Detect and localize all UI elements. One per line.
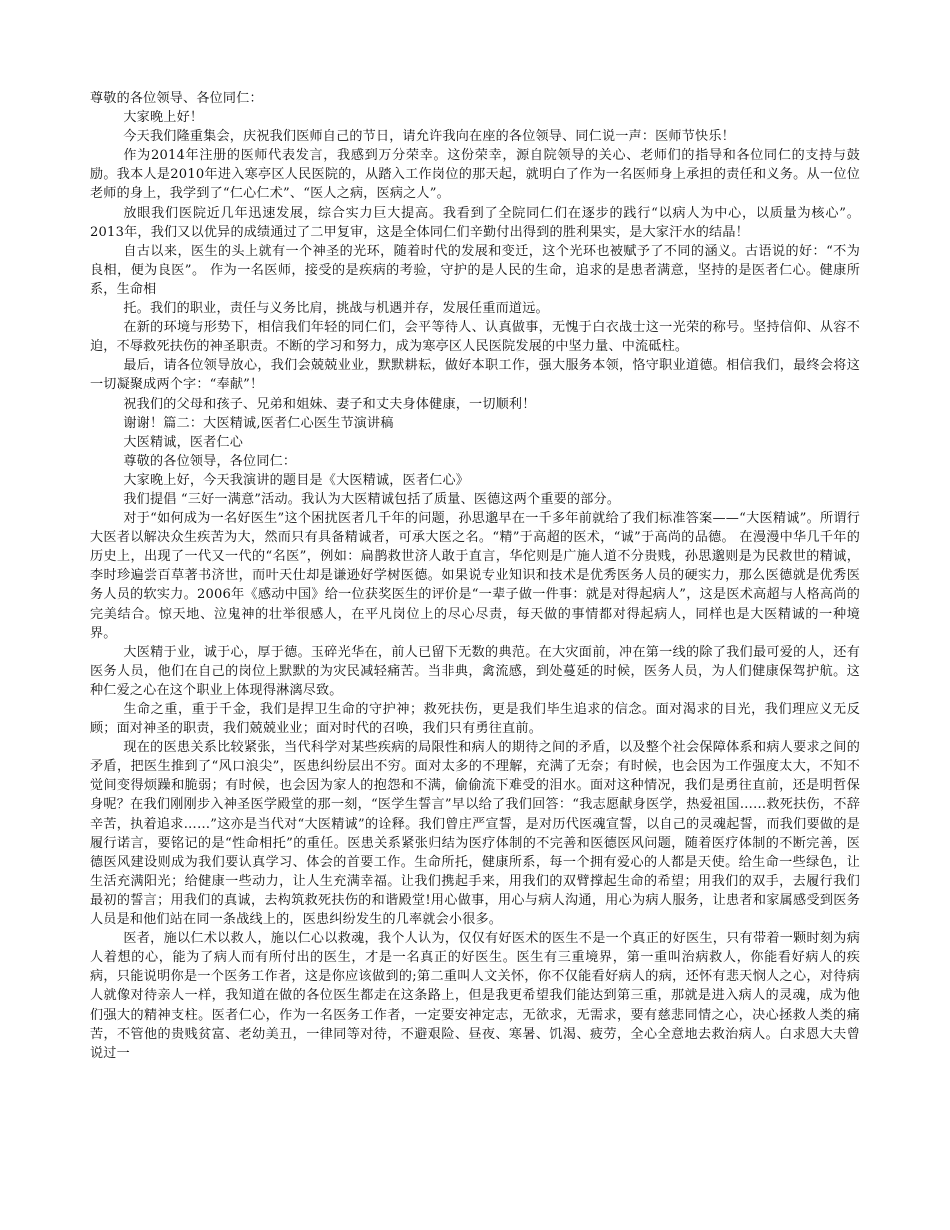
paragraph: 在新的环境与形势下，相信我们年轻的同仁们，会平等待人、认真做事，无愧于白衣战士这一光荣的称号。坚持信仰、从容不迫，不辱救死扶伤的神圣职责。不断的学习和努力，成为寒亭区人民医院发展的中坚力量、中流砥柱。 bbox=[90, 320, 860, 355]
paragraph: 大家晚上好，今天我演讲的题目是《大医精诚，医者仁心》 bbox=[123, 472, 470, 488]
paragraph: 对于“如何成为一名好医生”这个困扰医者几千年的问题，孙思邈早在一千多年前就给了我们标准答案——“大医精诚”。所谓行大医者以解决众生疾苦为大，然而只有具备精诚者，可承大医之名。“精”于高超的医术，“诚”于高尚的品德。 在漫漫中华几千年的历史上，出现了一代又一代的“名医”，例如：扁鹊救世济人敢于直言，华佗则是广施人道不分贵贱，孙思邈则是为民救世的精诚，李时珍遍尝百草著书济世，而叶天仕却是谦逊好学树医德。如果说专业知识和技术是优秀医务人员的硬实力，那么医德就是优秀医务人员的软实力。2006年《感动中国》给一位获奖医生的评价是“一辈子做一件事：就是对得起病人”，这是医术高超与人格高尚的完美结合。惊天地、泣鬼神的壮举很感人，在平凡岗位上的尽心尽责，每天做的事情都对得起病人，同样也是大医精诚的一种境界。 bbox=[90, 511, 860, 641]
paragraph: 医者，施以仁术以救人，施以仁心以救魂，我个人认为，仅仅有好医术的医生不是一个真正的好医生，只有带着一颗时刻为病人着想的心，能为了病人而有所付出的医生，才是一名真正的好医生。医生有三重境界，第一重叫治病救人，你能看好病人的疾病，只能说明你是一个医务工作者，这是你应该做到的;第二重叫人文关怀，你不仅能看好病人的病，还怀有悲天悯人之心，对待病人就像对待亲人一样，我知道在做的各位医生都走在这条路上，但是我更希望我们能达到第三重，那就是进入病人的灵魂，成为他们强大的精神支柱。医者仁心，作为一名医务工作者，一定要安神定志，无欲求，无需求，要有慈悲同情之心，决心拯救人类的痛苦，不管他的贵贱贫富、老幼美丑，一律同等对待，不避艰险、昼夜、寒暑、饥渴、疲劳，全心全意地去救治病人。白求恩大夫曾说过一 bbox=[90, 931, 860, 1061]
paragraph: 我们提倡 “三好一满意”活动。我认为大医精诚包括了质量、医德这两个重要的部分。 bbox=[123, 491, 621, 507]
paragraph: 现在的医患关系比较紧张，当代科学对某些疾病的局限性和病人的期待之间的矛盾，以及整个社会保障体系和病人要求之间的矛盾，把医生推到了“风口浪尖”，医患纠纷层出不穷。面对太多的不理解，充满了无奈；有时候，也会因为工作强度太大，不知不觉间变得烦躁和脆弱；有时候，也会因为家人的抱怨和不满，偷偷流下难受的泪水。面对这种情况，我们是勇往直前，还是明哲保身呢？在我们刚刚步入神圣医学殿堂的那一刻，“医学生誓言”早以给了我们回答：“我志愿献身医学，热爱祖国……救死扶伤，不辞辛苦，执着追求……”这亦是当代对“大医精诚”的诠释。我们曾庄严宣誓，是对历代医魂宣誓，以自己的灵魂起誓，而我们要做的是履行诺言，要铭记的是“性命相托”的重任。医患关系紧张归结为医疗体制的不完善和医德医风问题，随着医疗体制的不断完善，医德医风建设则成为我们要认真学习、体会的首要工作。生命所托，健康所系，每一个拥有爱心的人都是天使。给生命一些绿色，让生活充满阳光；给健康一些动力，让人生充满幸福。让我们携起手来，用我们的双臂撑起生命的希望；用我们的双手，去履行我们最初的誓言；用我们的真诚，去构筑救死扶伤的和谐殿堂!用心做事，用心与病人沟通，用心为病人服务，让患者和家属感受到医务人员是和他们站在同一条战线上的，医患纠纷发生的几率就会小很多。 bbox=[90, 740, 860, 928]
paragraph: 今天我们隆重集会，庆祝我们医师自己的节日，请允许我向在座的各位领导、同仁说一声：医师节快乐！ bbox=[123, 129, 735, 145]
paragraph: 最后，请各位领导放心，我们会兢兢业业，默默耕耘，做好本职工作，强大服务本领，恪守职业道德。相信我们，最终会将这一切凝聚成两个字：“奉献”！ bbox=[90, 358, 860, 393]
salutation: 尊敬的各位领导、各位同仁： bbox=[90, 91, 263, 106]
paragraph: 托。我们的职业，责任与义务比肩，挑战与机遇并存，发展任重而道远。 bbox=[123, 301, 549, 317]
paragraph: 生命之重，重于千金，我们是捍卫生命的守护神；救死扶伤，更是我们毕生追求的信念。面对渴求的目光，我们理应义无反顾；面对神圣的职责，我们兢兢业业；面对时代的召唤，我们只有勇往直前。 bbox=[90, 702, 860, 737]
paragraph: 放眼我们医院近几年迅速发展，综合实力巨大提高。我看到了全院同仁们在逐步的践行“以病人为中心，以质量为核心”。2013年，我们又以优异的成绩通过了二甲复审，这是全体同仁们辛勤付出得到的胜利果实，是大家汗水的结晶！ bbox=[90, 205, 860, 240]
paragraph: 大医精于业，诚于心，厚于德。玉碎光华在，前人已留下无数的典范。在大灾面前，冲在第一线的除了我们最可爱的人，还有医务人员，他们在自己的岗位上默默的为灾民减轻痛苦。当非典，禽流感，到处蔓延的时候，医务人员，为人们健康保驾护航。这种仁爱之心在这个职业上体现得淋漓尽致。 bbox=[90, 644, 860, 698]
paragraph: 谢谢！篇二：大医精诚,医者仁心医生节演讲稿 bbox=[123, 415, 394, 431]
salutation-2: 尊敬的各位领导，各位同仁： bbox=[123, 453, 297, 469]
speech-title: 大医精诚，医者仁心 bbox=[123, 434, 244, 450]
document-body bbox=[90, 89, 860, 1063]
paragraph: 祝我们的父母和孩子、兄弟和姐妹、妻子和丈夫身体健康，一切顺利！ bbox=[123, 396, 536, 412]
paragraph: 自古以来，医生的头上就有一个神圣的光环，随着时代的发展和变迁，这个光环也被赋予了不同的涵义。古语说的好：“不为良相，便为良医”。 作为一名医师，接受的是疾病的考验，守护的是人民的生命，追求的是患者满意，坚持的是医者仁心。健康所系，生命相 bbox=[90, 243, 860, 297]
greeting: 大家晚上好！ bbox=[123, 110, 204, 126]
paragraph: 作为2014年注册的医师代表发言，我感到万分荣幸。这份荣幸，源自院领导的关心、老师们的指导和各位同仁的支持与鼓励。我本人是2010年进入寒亭区人民医院的，从踏入工作岗位的那天起，就明白了作为一名医师身上承担的责任和义务。从一位位老师的身上，我学到了“仁心仁术”、“医人之病，医病之人”。 bbox=[90, 148, 860, 202]
